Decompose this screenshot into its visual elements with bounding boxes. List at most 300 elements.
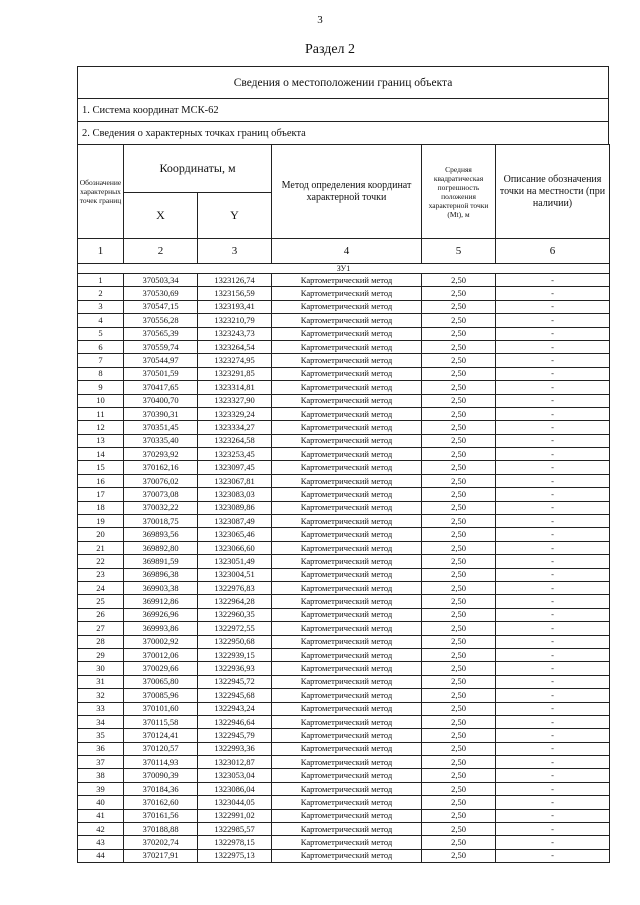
point-y: 1322939,15 (198, 648, 272, 661)
point-y: 1323083,03 (198, 488, 272, 501)
point-number: 30 (78, 662, 124, 675)
point-number: 23 (78, 568, 124, 581)
table-row (78, 448, 610, 461)
table-row (78, 555, 610, 568)
table-row (78, 434, 610, 447)
point-description: - (496, 715, 610, 728)
point-method: Картометрический метод (272, 434, 422, 447)
point-x: 370556,28 (124, 314, 198, 327)
point-accuracy: 2,50 (422, 274, 496, 287)
table-row (78, 782, 610, 795)
point-x: 370073,08 (124, 488, 198, 501)
point-number: 5 (78, 327, 124, 340)
table-row (78, 622, 610, 635)
point-method: Картометрический метод (272, 769, 422, 782)
table-row (78, 381, 610, 394)
point-x: 369893,56 (124, 528, 198, 541)
point-description: - (496, 528, 610, 541)
point-number: 19 (78, 515, 124, 528)
point-number: 41 (78, 809, 124, 822)
table-row (78, 823, 610, 836)
point-y: 1323210,79 (198, 314, 272, 327)
point-method: Картометрический метод (272, 274, 422, 287)
point-x: 370124,41 (124, 729, 198, 742)
point-number: 10 (78, 394, 124, 407)
point-x: 369926,96 (124, 608, 198, 621)
col-designation-header: Обозначение характерных точек границ (78, 145, 124, 239)
table-row (78, 568, 610, 581)
point-number: 17 (78, 488, 124, 501)
point-description: - (496, 662, 610, 675)
point-y: 1322975,13 (198, 849, 272, 862)
point-accuracy: 2,50 (422, 314, 496, 327)
point-method: Картометрический метод (272, 448, 422, 461)
point-y: 1323089,86 (198, 501, 272, 514)
table-row (78, 528, 610, 541)
point-description: - (496, 756, 610, 769)
point-y: 1323126,74 (198, 274, 272, 287)
point-description: - (496, 849, 610, 862)
point-description: - (496, 581, 610, 594)
point-x: 370018,75 (124, 515, 198, 528)
point-accuracy: 2,50 (422, 823, 496, 836)
table-row (78, 608, 610, 621)
column-index: 5 (422, 239, 496, 264)
point-description: - (496, 769, 610, 782)
point-number: 22 (78, 555, 124, 568)
point-x: 370351,45 (124, 421, 198, 434)
point-number: 42 (78, 823, 124, 836)
point-x: 370115,58 (124, 715, 198, 728)
point-method: Картометрический метод (272, 367, 422, 380)
point-accuracy: 2,50 (422, 354, 496, 367)
point-description: - (496, 501, 610, 514)
point-description: - (496, 461, 610, 474)
point-x: 370090,39 (124, 769, 198, 782)
point-number: 25 (78, 595, 124, 608)
point-number: 26 (78, 608, 124, 621)
point-number: 35 (78, 729, 124, 742)
point-method: Картометрический метод (272, 622, 422, 635)
point-x: 370530,69 (124, 287, 198, 300)
point-description: - (496, 809, 610, 822)
point-x: 370101,60 (124, 702, 198, 715)
point-y: 1323327,90 (198, 394, 272, 407)
point-description: - (496, 354, 610, 367)
point-y: 1323087,49 (198, 515, 272, 528)
point-x: 369903,38 (124, 581, 198, 594)
point-description: - (496, 796, 610, 809)
point-description: - (496, 595, 610, 608)
point-method: Картометрический метод (272, 689, 422, 702)
point-description: - (496, 340, 610, 353)
table-row (78, 501, 610, 514)
point-method: Картометрический метод (272, 849, 422, 862)
point-accuracy: 2,50 (422, 715, 496, 728)
point-number: 24 (78, 581, 124, 594)
table-row (78, 300, 610, 313)
point-description: - (496, 702, 610, 715)
point-accuracy: 2,50 (422, 689, 496, 702)
point-description: - (496, 367, 610, 380)
point-method: Картометрический метод (272, 756, 422, 769)
point-method: Картометрический метод (272, 675, 422, 688)
col-description-header: Описание обозначения точки на местности (при наличии) (496, 145, 610, 239)
point-x: 369891,59 (124, 555, 198, 568)
point-accuracy: 2,50 (422, 381, 496, 394)
point-x: 370400,70 (124, 394, 198, 407)
point-y: 1322985,57 (198, 823, 272, 836)
point-method: Картометрический метод (272, 300, 422, 313)
point-number: 16 (78, 474, 124, 487)
point-y: 1323066,60 (198, 541, 272, 554)
points-table (77, 144, 610, 863)
point-description: - (496, 729, 610, 742)
point-y: 1323243,73 (198, 327, 272, 340)
point-y: 1323253,45 (198, 448, 272, 461)
column-index: 4 (272, 239, 422, 264)
point-y: 1323274,95 (198, 354, 272, 367)
point-number: 3 (78, 300, 124, 313)
table-row (78, 474, 610, 487)
point-y: 1323044,05 (198, 796, 272, 809)
point-description: - (496, 287, 610, 300)
point-method: Картометрический метод (272, 461, 422, 474)
point-accuracy: 2,50 (422, 622, 496, 635)
coordinate-system-row: 1. Система координат МСК-62 (77, 98, 609, 121)
point-accuracy: 2,50 (422, 515, 496, 528)
table-row (78, 796, 610, 809)
point-description: - (496, 381, 610, 394)
point-y: 1323264,54 (198, 340, 272, 353)
page-number: 3 (317, 14, 323, 26)
point-x: 370503,34 (124, 274, 198, 287)
table-row (78, 394, 610, 407)
point-description: - (496, 407, 610, 420)
point-x: 370012,06 (124, 648, 198, 661)
point-description: - (496, 635, 610, 648)
point-description: - (496, 782, 610, 795)
point-number: 4 (78, 314, 124, 327)
point-number: 12 (78, 421, 124, 434)
column-index: 1 (78, 239, 124, 264)
col-accuracy-header: Средняя квадратическая погрешность положения характерной точки (Mt), м (422, 145, 496, 239)
section-title: Раздел 2 (304, 42, 356, 57)
table-row (78, 327, 610, 340)
point-accuracy: 2,50 (422, 608, 496, 621)
point-x: 370162,60 (124, 796, 198, 809)
point-number: 13 (78, 434, 124, 447)
table-row (78, 648, 610, 661)
point-description: - (496, 836, 610, 849)
point-number: 33 (78, 702, 124, 715)
table-row (78, 367, 610, 380)
point-y: 1323065,46 (198, 528, 272, 541)
point-x: 370417,65 (124, 381, 198, 394)
point-number: 6 (78, 340, 124, 353)
point-x: 370544,97 (124, 354, 198, 367)
table-row (78, 461, 610, 474)
point-accuracy: 2,50 (422, 434, 496, 447)
table-row (78, 287, 610, 300)
column-index: 2 (124, 239, 198, 264)
table-row (78, 756, 610, 769)
point-x: 370188,88 (124, 823, 198, 836)
point-x: 370559,74 (124, 340, 198, 353)
point-x: 370565,39 (124, 327, 198, 340)
point-x: 369912,86 (124, 595, 198, 608)
point-number: 2 (78, 287, 124, 300)
point-accuracy: 2,50 (422, 327, 496, 340)
point-y: 1323291,85 (198, 367, 272, 380)
point-y: 1322976,83 (198, 581, 272, 594)
zone-row (78, 264, 610, 274)
point-accuracy: 2,50 (422, 287, 496, 300)
table-row (78, 715, 610, 728)
point-accuracy: 2,50 (422, 541, 496, 554)
point-description: - (496, 608, 610, 621)
point-accuracy: 2,50 (422, 448, 496, 461)
point-method: Картометрический метод (272, 702, 422, 715)
point-method: Картометрический метод (272, 407, 422, 420)
point-y: 1323012,87 (198, 756, 272, 769)
point-method: Картометрический метод (272, 501, 422, 514)
point-y: 1322964,28 (198, 595, 272, 608)
point-x: 370501,59 (124, 367, 198, 380)
point-accuracy: 2,50 (422, 742, 496, 755)
point-accuracy: 2,50 (422, 595, 496, 608)
point-method: Картометрический метод (272, 809, 422, 822)
table-row (78, 595, 610, 608)
point-y: 1323156,59 (198, 287, 272, 300)
point-y: 1323314,81 (198, 381, 272, 394)
point-number: 9 (78, 381, 124, 394)
col-y-header: Y (198, 193, 272, 239)
zone-label: ЗУ1 (78, 264, 610, 274)
point-description: - (496, 568, 610, 581)
table-row (78, 675, 610, 688)
point-accuracy: 2,50 (422, 528, 496, 541)
table-row (78, 849, 610, 862)
point-x: 370029,66 (124, 662, 198, 675)
table-row (78, 836, 610, 849)
point-method: Картометрический метод (272, 581, 422, 594)
point-number: 15 (78, 461, 124, 474)
point-number: 11 (78, 407, 124, 420)
point-method: Картометрический метод (272, 474, 422, 487)
point-y: 1323067,81 (198, 474, 272, 487)
point-method: Картометрический метод (272, 287, 422, 300)
point-accuracy: 2,50 (422, 769, 496, 782)
point-method: Картометрический метод (272, 796, 422, 809)
point-number: 14 (78, 448, 124, 461)
point-accuracy: 2,50 (422, 555, 496, 568)
point-method: Картометрический метод (272, 608, 422, 621)
point-accuracy: 2,50 (422, 421, 496, 434)
point-method: Картометрический метод (272, 515, 422, 528)
point-method: Картометрический метод (272, 394, 422, 407)
point-description: - (496, 448, 610, 461)
point-number: 34 (78, 715, 124, 728)
point-number: 44 (78, 849, 124, 862)
point-method: Картометрический метод (272, 595, 422, 608)
point-accuracy: 2,50 (422, 675, 496, 688)
point-method: Картометрический метод (272, 836, 422, 849)
point-method: Картометрический метод (272, 528, 422, 541)
point-x: 370184,36 (124, 782, 198, 795)
point-accuracy: 2,50 (422, 568, 496, 581)
point-x: 370076,02 (124, 474, 198, 487)
point-accuracy: 2,50 (422, 648, 496, 661)
point-y: 1322945,79 (198, 729, 272, 742)
table-row (78, 635, 610, 648)
point-x: 370002,92 (124, 635, 198, 648)
point-method: Картометрический метод (272, 715, 422, 728)
point-accuracy: 2,50 (422, 340, 496, 353)
point-description: - (496, 474, 610, 487)
point-x: 369993,86 (124, 622, 198, 635)
point-y: 1323051,49 (198, 555, 272, 568)
point-description: - (496, 434, 610, 447)
point-accuracy: 2,50 (422, 461, 496, 474)
point-accuracy: 2,50 (422, 581, 496, 594)
point-method: Картометрический метод (272, 568, 422, 581)
table-row (78, 340, 610, 353)
point-accuracy: 2,50 (422, 796, 496, 809)
point-description: - (496, 314, 610, 327)
table-row (78, 581, 610, 594)
point-y: 1323334,27 (198, 421, 272, 434)
point-description: - (496, 274, 610, 287)
table-row (78, 742, 610, 755)
point-description: - (496, 555, 610, 568)
point-number: 43 (78, 836, 124, 849)
point-number: 36 (78, 742, 124, 755)
point-accuracy: 2,50 (422, 300, 496, 313)
point-y: 1323329,24 (198, 407, 272, 420)
col-method-header: Метод определения координат характерной точки (272, 145, 422, 239)
col-coordinates-header: Координаты, м (124, 145, 272, 193)
point-x: 370032,22 (124, 501, 198, 514)
column-index-row (78, 239, 610, 264)
table-row (78, 729, 610, 742)
point-x: 370335,40 (124, 434, 198, 447)
point-number: 1 (78, 274, 124, 287)
point-method: Картометрический метод (272, 742, 422, 755)
point-method: Картометрический метод (272, 782, 422, 795)
point-method: Картометрический метод (272, 327, 422, 340)
table-row (78, 662, 610, 675)
point-y: 1322978,15 (198, 836, 272, 849)
point-accuracy: 2,50 (422, 501, 496, 514)
table-row (78, 689, 610, 702)
point-y: 1322946,64 (198, 715, 272, 728)
point-number: 39 (78, 782, 124, 795)
point-method: Картометрический метод (272, 421, 422, 434)
table-row (78, 488, 610, 501)
point-description: - (496, 327, 610, 340)
point-accuracy: 2,50 (422, 662, 496, 675)
point-x: 370161,56 (124, 809, 198, 822)
point-y: 1323097,45 (198, 461, 272, 474)
point-number: 7 (78, 354, 124, 367)
point-method: Картометрический метод (272, 555, 422, 568)
table-row (78, 702, 610, 715)
point-accuracy: 2,50 (422, 809, 496, 822)
point-description: - (496, 675, 610, 688)
point-y: 1322993,36 (198, 742, 272, 755)
point-description: - (496, 689, 610, 702)
point-number: 28 (78, 635, 124, 648)
point-method: Картометрический метод (272, 541, 422, 554)
table-row (78, 407, 610, 420)
point-accuracy: 2,50 (422, 849, 496, 862)
point-description: - (496, 541, 610, 554)
point-description: - (496, 648, 610, 661)
point-description: - (496, 421, 610, 434)
table-row (78, 515, 610, 528)
table-row (78, 274, 610, 287)
table-row (78, 354, 610, 367)
point-description: - (496, 394, 610, 407)
point-method: Картометрический метод (272, 635, 422, 648)
point-x: 370293,92 (124, 448, 198, 461)
point-accuracy: 2,50 (422, 836, 496, 849)
point-number: 21 (78, 541, 124, 554)
point-method: Картометрический метод (272, 340, 422, 353)
table-row (78, 314, 610, 327)
point-accuracy: 2,50 (422, 367, 496, 380)
column-index: 6 (496, 239, 610, 264)
point-number: 27 (78, 622, 124, 635)
point-x: 370202,74 (124, 836, 198, 849)
point-x: 370120,57 (124, 742, 198, 755)
table-row (78, 541, 610, 554)
point-number: 20 (78, 528, 124, 541)
point-y: 1322972,55 (198, 622, 272, 635)
point-x: 369896,38 (124, 568, 198, 581)
point-description: - (496, 300, 610, 313)
point-method: Картометрический метод (272, 381, 422, 394)
point-accuracy: 2,50 (422, 756, 496, 769)
point-number: 32 (78, 689, 124, 702)
point-number: 37 (78, 756, 124, 769)
table-row (78, 421, 610, 434)
point-description: - (496, 742, 610, 755)
point-accuracy: 2,50 (422, 474, 496, 487)
point-number: 8 (78, 367, 124, 380)
point-x: 370065,80 (124, 675, 198, 688)
point-number: 40 (78, 796, 124, 809)
points-body (78, 274, 610, 863)
point-accuracy: 2,50 (422, 729, 496, 742)
table-row (78, 769, 610, 782)
point-description: - (496, 488, 610, 501)
point-x: 370390,31 (124, 407, 198, 420)
point-x: 370114,93 (124, 756, 198, 769)
point-y: 1323264,58 (198, 434, 272, 447)
point-y: 1323193,41 (198, 300, 272, 313)
point-y: 1323086,04 (198, 782, 272, 795)
point-method: Картометрический метод (272, 488, 422, 501)
point-y: 1322945,68 (198, 689, 272, 702)
point-method: Картометрический метод (272, 729, 422, 742)
point-x: 370162,16 (124, 461, 198, 474)
point-number: 31 (78, 675, 124, 688)
point-method: Картометрический метод (272, 662, 422, 675)
point-description: - (496, 515, 610, 528)
point-y: 1322950,68 (198, 635, 272, 648)
